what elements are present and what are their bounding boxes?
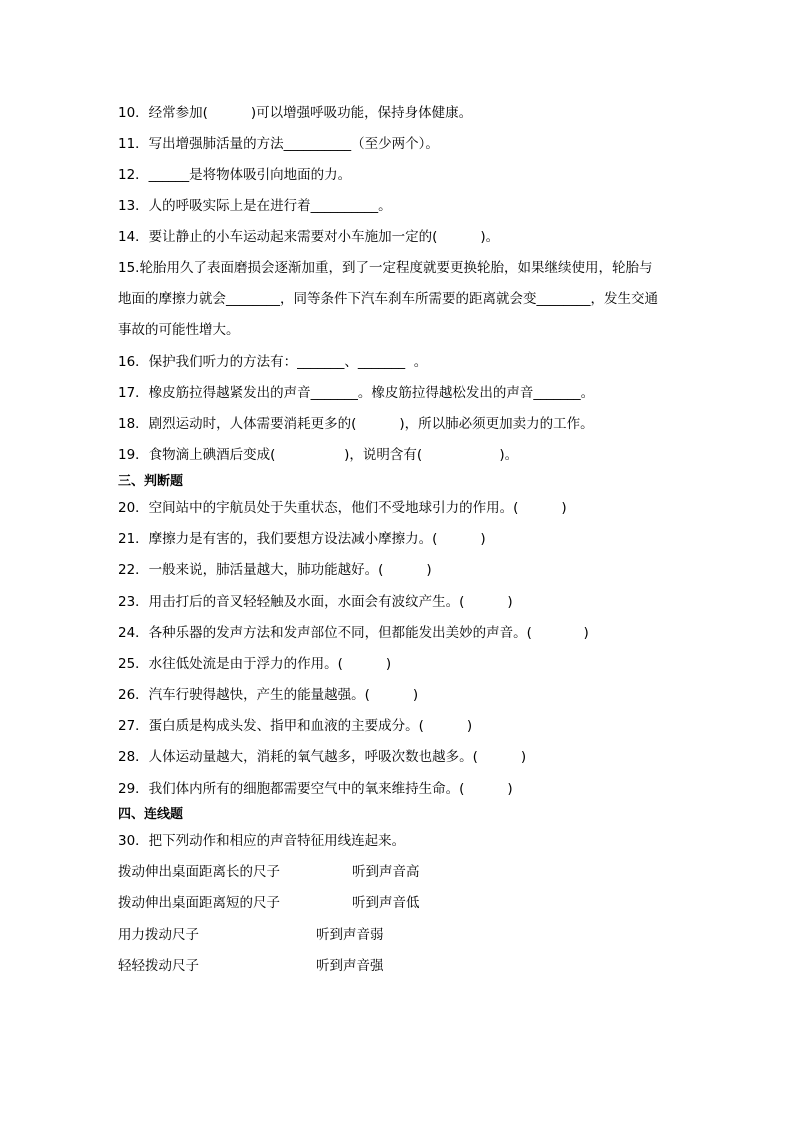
question-24: 24．各种乐器的发声方法和发声部位不同，但都能发出美妙的声音。( ) [118,625,589,641]
match-left-4: 轻轻拨动尺子 [118,958,199,974]
question-19: 19．食物滴上碘酒后变成( )，说明含有( )。 [118,447,519,463]
question-15-line-1: 15.轮胎用久了表面磨损会逐渐加重，到了一定程度就要更换轮胎，如果继续使用，轮胎与 [118,260,653,276]
question-25: 25．水往低处流是由于浮力的作用。( ) [118,656,392,672]
question-16: 16．保护我们听力的方法有：_______、_______ 。 [118,354,428,370]
section-4-title: 四、连线题 [118,807,184,822]
section-3-title: 三、判断题 [118,474,184,489]
match-right-2: 听到声音低 [352,895,420,911]
question-20: 20．空间站中的宇航员处于失重状态，他们不受地球引力的作用。( ) [118,500,567,516]
match-left-3: 用力拨动尺子 [118,927,199,943]
question-28: 28．人体运动量越大，消耗的氧气越多，呼吸次数也越多。( ) [118,749,527,765]
match-left-2: 拨动伸出桌面距离短的尺子 [118,895,280,911]
question-17: 17．橡皮筋拉得越紧发出的声音_______。橡皮筋拉得越松发出的声音_______。 [118,385,595,401]
match-right-3: 听到声音弱 [316,927,384,943]
question-13: 13．人的呼吸实际上是在进行着__________。 [118,198,392,214]
match-right-4: 听到声音强 [316,958,384,974]
question-10: 10．经常参加( )可以增强呼吸功能，保持身体健康。 [118,105,473,121]
question-27: 27．蛋白质是构成头发、指甲和血液的主要成分。( ) [118,718,473,734]
question-23: 23．用击打后的音叉轻轻触及水面，水面会有波纹产生。( ) [118,594,513,610]
question-30: 30．把下列动作和相应的声音特征用线连起来。 [118,833,406,849]
question-29: 29．我们体内所有的细胞都需要空气中的氧来维持生命。( ) [118,781,513,797]
question-11: 11．写出增强肺活量的方法__________（至少两个）。 [118,136,439,152]
question-18: 18．剧烈运动时，人体需要消耗更多的( )，所以肺必须更加卖力的工作。 [118,416,594,432]
question-15-line-2: 地面的摩擦力就会________，同等条件下汽车刹车所需要的距离就会变________，发生交通 [118,291,658,307]
question-15-line-3: 事故的可能性增大。 [118,322,240,338]
match-left-1: 拨动伸出桌面距离长的尺子 [118,864,280,880]
question-14: 14．要让静止的小车运动起来需要对小车施加一定的( )。 [118,229,500,245]
question-22: 22．一般来说，肺活量越大，肺功能越好。( ) [118,562,432,578]
match-right-1: 听到声音高 [352,864,420,880]
question-21: 21．摩擦力是有害的，我们要想方设法减小摩擦力。( ) [118,531,486,547]
question-12: 12．______是将物体吸引向地面的力。 [118,167,352,183]
question-26: 26．汽车行驶得越快，产生的能量越强。( ) [118,687,419,703]
